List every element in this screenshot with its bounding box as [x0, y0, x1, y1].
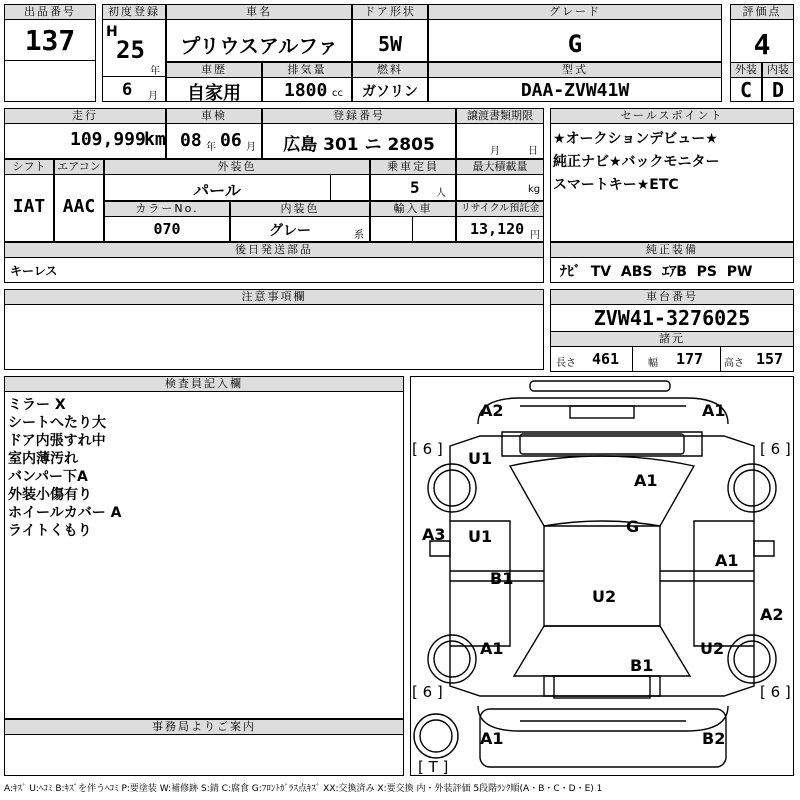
tire-label: [ 6 ] — [412, 440, 443, 458]
inspector-line: ミラー X — [8, 397, 66, 413]
plate-value: 広島 301 ニ 2805 — [283, 135, 435, 155]
equipment-value: ﾅﾋﾞ TV ABS ｴｱB PS PW — [560, 264, 753, 280]
transfer-label: 譲渡書類期限 — [456, 108, 544, 124]
year-unit: 年 — [150, 66, 160, 77]
shift-value: IAT — [12, 196, 46, 217]
type-label: 型式 — [428, 62, 722, 78]
fuel-label: 燃料 — [352, 62, 428, 78]
grille — [570, 406, 634, 418]
grade-value: G — [567, 30, 583, 58]
insp-month: 06 — [220, 130, 242, 151]
car-diagram — [410, 376, 794, 776]
rear-bumper-bar — [480, 709, 726, 767]
transfer-day: 日 — [528, 146, 538, 157]
score-value: 4 — [753, 28, 771, 61]
damage-mark: A3 — [422, 525, 446, 544]
shift-label: シフト — [4, 159, 54, 175]
history-label: 車歴 — [166, 62, 262, 78]
reg-year: 25 — [116, 36, 145, 64]
capacity-value: 5 — [410, 178, 420, 197]
divider — [102, 76, 166, 77]
exterior-color-label: 外装色 — [104, 159, 370, 175]
length-value: 461 — [592, 350, 620, 368]
recycle-value: 13,120 — [470, 220, 525, 238]
displacement-label: 排気量 — [262, 62, 352, 78]
displacement-unit: cc — [332, 88, 343, 99]
color-no-value: 070 — [153, 220, 181, 238]
max-load-label: 最大積載量 — [456, 159, 544, 175]
damage-mark: B1 — [490, 569, 514, 588]
door-value: 5W — [377, 32, 403, 56]
score-label: 評価点 — [730, 4, 794, 20]
later-parts-cell — [4, 257, 544, 283]
chassis-value: ZVW41-3276025 — [593, 306, 751, 330]
height-label: 高さ — [724, 358, 744, 369]
later-parts-label: 後日発送部品 — [4, 242, 544, 258]
divider — [330, 174, 331, 201]
grade-label: グレード — [428, 4, 722, 20]
displacement-value: 1800 — [284, 80, 328, 101]
roof — [544, 526, 660, 626]
damage-mark: B1 — [630, 656, 654, 675]
type-value: DAA-ZVW41W — [520, 80, 630, 101]
inspector-line: シートへたり大 — [8, 415, 106, 431]
lot-number: 137 — [24, 24, 76, 57]
rear-bumper — [478, 706, 728, 731]
damage-mark: U2 — [592, 587, 617, 606]
mileage-label: 走行 — [4, 108, 166, 124]
equipment-label: 純正装備 — [550, 242, 794, 258]
import-label: 輸入車 — [370, 201, 456, 217]
import-cell — [370, 216, 456, 242]
inspector-line: バンパー下A — [8, 469, 88, 485]
right-mirror — [754, 541, 774, 556]
inspector-line: ホイールカバー A — [8, 505, 122, 521]
divider — [632, 346, 633, 372]
mileage-value: 109,999 — [70, 129, 146, 150]
rear-window — [514, 626, 690, 676]
damage-mark: A1 — [634, 471, 658, 490]
insp-year: 08 — [180, 130, 202, 151]
color-no-label: カラーNo. — [104, 201, 230, 217]
tire-label: [ T ] — [418, 758, 449, 776]
recycle-label: リサイクル預託金 — [456, 201, 544, 217]
roof-edge — [530, 381, 670, 391]
sales-line-1: ★オークションデビュー★ — [553, 131, 718, 147]
right-doors — [694, 521, 754, 646]
front-bumper — [478, 398, 728, 424]
tire-label: [ 6 ] — [412, 683, 443, 701]
interior-color-unit: 系 — [354, 230, 364, 241]
front-right-wheel — [728, 464, 776, 512]
office-label: 事務局よりご案内 — [4, 719, 404, 735]
inspector-line: ライトくもり — [8, 523, 92, 539]
later-parts-value: キーレス — [10, 264, 58, 278]
width-value: 177 — [676, 350, 704, 368]
inspector-label: 検査員記入欄 — [4, 376, 404, 392]
model-label: 車名 — [166, 4, 352, 20]
month-unit: 月 — [148, 91, 158, 102]
model-value: プリウスアルファ — [180, 34, 338, 58]
tire-label: [ 6 ] — [760, 440, 791, 458]
door-label: ドア形状 — [352, 4, 428, 20]
int-value: D — [771, 78, 785, 102]
exterior-color-value: パール — [193, 181, 241, 200]
damage-mark: G — [626, 517, 640, 536]
transfer-month: 月 — [490, 146, 500, 157]
divider — [720, 346, 721, 372]
ac-value: AAC — [62, 196, 96, 217]
rear-left-wheel — [428, 635, 476, 683]
notes-cell — [4, 304, 544, 370]
chassis-label: 車台番号 — [550, 289, 794, 305]
windshield — [510, 456, 694, 526]
length-label: 長さ — [556, 358, 576, 369]
interior-color-label: 内装色 — [230, 201, 370, 217]
recycle-unit: 円 — [530, 230, 540, 241]
rear-right-wheel — [728, 635, 776, 683]
sales-line-2: 純正ナビ★バックモニター — [553, 154, 720, 170]
inspection-label: 車検 — [166, 108, 262, 124]
damage-mark: U2 — [700, 639, 725, 658]
insp-month-unit: 月 — [246, 142, 256, 153]
max-load-unit: kg — [528, 184, 541, 195]
era: H — [106, 24, 118, 40]
int-label: 内装 — [762, 62, 794, 78]
sales-label: セールスポイント — [550, 108, 794, 124]
tire-label: [ 6 ] — [760, 683, 791, 701]
divider — [412, 216, 413, 242]
damage-mark: A1 — [480, 639, 504, 658]
height-value: 157 — [756, 350, 784, 368]
reg-month: 6 — [122, 80, 133, 100]
inspector-line: 外装小傷有り — [8, 487, 92, 503]
divider — [4, 60, 96, 61]
lot-label: 出品番号 — [4, 4, 96, 20]
specs-label: 諸元 — [550, 331, 794, 347]
first-reg-label: 初度登録 — [102, 4, 166, 20]
interior-color-value: グレー — [269, 223, 311, 239]
history-value: 自家用 — [187, 83, 241, 104]
fuel-value: ガソリン — [362, 84, 418, 100]
inspector-line: 室内薄汚れ — [8, 451, 78, 467]
damage-mark: B2 — [702, 729, 726, 748]
damage-mark: A1 — [480, 729, 504, 748]
front-left-wheel — [428, 464, 476, 512]
damage-mark: A1 — [715, 551, 739, 570]
plate-label: 登録番号 — [262, 108, 456, 124]
mileage-unit: km — [144, 129, 166, 150]
rear-gate — [554, 676, 650, 698]
damage-mark: A1 — [702, 401, 726, 420]
sales-line-3: スマートキー★ETC — [553, 177, 679, 193]
inspector-line: ドア内張すれ中 — [8, 433, 106, 449]
ac-label: エアコン — [54, 159, 104, 175]
capacity-unit: 人 — [436, 188, 446, 199]
legend: A:ｷｽﾞ U:ﾍｺﾐ B:ｷｽﾞを伴うﾍｺﾐ P:要塗装 W:補修跡 S:錆 C:腐食 G:ﾌﾛﾝﾄｶﾞﾗｽ点ｷｽﾞ XX:交換済み X:要交換 内・外装評価 5段階ﾗﾝｸ順(A・B・C・D・E) 1 — [4, 784, 603, 794]
insp-year-unit: 年 — [206, 142, 216, 153]
damage-mark: U1 — [468, 527, 493, 546]
ext-value: C — [739, 78, 753, 102]
office-cell — [4, 734, 404, 776]
damage-mark: A2 — [480, 401, 504, 420]
ext-label: 外装 — [730, 62, 762, 78]
damage-mark: U1 — [468, 449, 493, 468]
notes-label: 注意事項欄 — [4, 289, 544, 305]
capacity-label: 乗車定員 — [370, 159, 456, 175]
damage-mark: A2 — [760, 605, 784, 624]
width-label: 幅 — [648, 358, 658, 369]
